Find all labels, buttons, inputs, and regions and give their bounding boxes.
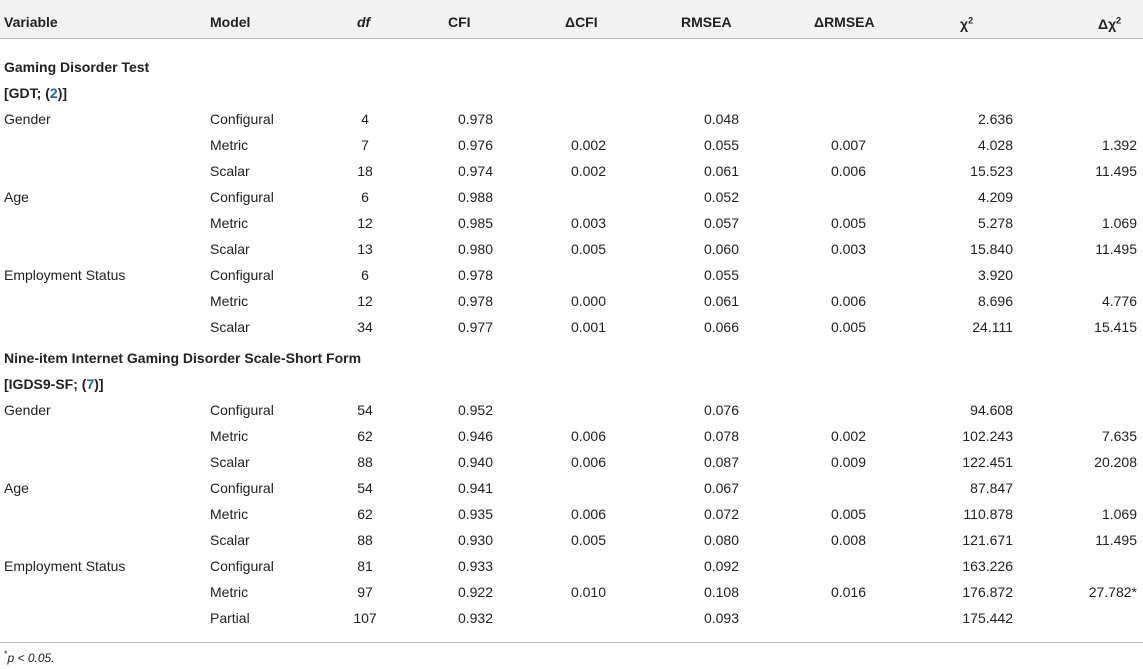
cell-rmsea: 0.076 xyxy=(703,402,739,418)
cell-cfi: 0.985 xyxy=(457,215,493,231)
cell-drmsea: 0.005 xyxy=(830,215,866,231)
cell-df: 12 xyxy=(357,215,373,231)
cell-rmsea: 0.080 xyxy=(703,532,739,548)
table-row xyxy=(0,453,1143,479)
cell-df: 54 xyxy=(357,402,373,418)
cell-variable: Gender xyxy=(4,111,51,127)
cell-df: 62 xyxy=(357,428,373,444)
cell-dcfi: 0.006 xyxy=(570,454,606,470)
cell-cfi: 0.978 xyxy=(457,111,493,127)
cell-chi: 102.243 xyxy=(962,428,1013,444)
header-model: Model xyxy=(210,14,251,30)
table-row xyxy=(0,292,1143,318)
header-df: df xyxy=(357,14,371,30)
cell-dcfi: 0.005 xyxy=(570,532,606,548)
cell-model: Partial xyxy=(210,610,250,626)
cell-drmsea: 0.007 xyxy=(830,137,866,153)
cell-rmsea: 0.061 xyxy=(703,163,739,179)
table-row xyxy=(0,505,1143,531)
cell-cfi: 0.976 xyxy=(457,137,493,153)
cell-dchi: 1.392 xyxy=(1101,137,1137,153)
cell-model: Scalar xyxy=(210,532,250,548)
cell-model: Configural xyxy=(210,267,274,283)
cell-model: Configural xyxy=(210,558,274,574)
cell-drmsea: 0.003 xyxy=(830,241,866,257)
table-row xyxy=(0,136,1143,162)
cell-cfi: 0.933 xyxy=(457,558,493,574)
cell-rmsea: 0.092 xyxy=(703,558,739,574)
cell-cfi: 0.977 xyxy=(457,319,493,335)
cell-dchi: 20.208 xyxy=(1094,454,1137,470)
cell-df: 7 xyxy=(361,137,369,153)
cell-dchi: 1.069 xyxy=(1101,506,1137,522)
table-header xyxy=(0,0,1143,39)
section-gdt-abbrev: [GDT; (2)] xyxy=(4,85,68,101)
cell-drmsea: 0.008 xyxy=(830,532,866,548)
cell-drmsea: 0.009 xyxy=(830,454,866,470)
header-delta-chi-square: $\Delta\chi^2$ xyxy=(1098,15,1122,32)
cell-cfi: 0.922 xyxy=(457,584,493,600)
cell-cfi: 0.946 xyxy=(457,428,493,444)
cell-cfi: 0.988 xyxy=(457,189,493,205)
cell-cfi: 0.980 xyxy=(457,241,493,257)
cell-variable: Age xyxy=(4,189,29,205)
table-row xyxy=(0,557,1143,583)
cell-model: Configural xyxy=(210,111,274,127)
cell-df: 6 xyxy=(361,267,369,283)
cell-drmsea: 0.005 xyxy=(830,319,866,335)
table-row xyxy=(0,479,1143,505)
cell-chi: 15.523 xyxy=(970,163,1013,179)
cell-dchi: 11.495 xyxy=(1095,241,1137,257)
cell-dcfi: 0.002 xyxy=(570,137,606,153)
cell-variable: Employment Status xyxy=(4,267,126,283)
cell-dchi: 11.495 xyxy=(1095,532,1137,548)
table-bottom-rule xyxy=(0,642,1143,643)
cell-variable: Gender xyxy=(4,402,51,418)
cell-df: 88 xyxy=(357,532,373,548)
cell-cfi: 0.930 xyxy=(457,532,493,548)
cell-rmsea: 0.078 xyxy=(703,428,739,444)
table-row xyxy=(0,110,1143,136)
table-row xyxy=(0,188,1143,214)
table-footnote: *p < 0.05. xyxy=(4,649,55,665)
cell-dcfi: 0.003 xyxy=(570,215,606,231)
cell-rmsea: 0.061 xyxy=(703,293,739,309)
cell-chi: 3.920 xyxy=(977,267,1013,283)
cell-df: 34 xyxy=(357,319,373,335)
cell-model: Configural xyxy=(210,402,274,418)
cell-chi: 110.878 xyxy=(963,506,1013,522)
cell-chi: 175.442 xyxy=(962,610,1013,626)
cell-dcfi: 0.002 xyxy=(570,163,606,179)
cell-dcfi: 0.005 xyxy=(570,241,606,257)
cell-rmsea: 0.067 xyxy=(703,480,739,496)
cell-dchi: 4.776 xyxy=(1101,293,1137,309)
cell-cfi: 0.932 xyxy=(457,610,493,626)
cell-df: 81 xyxy=(357,558,373,574)
cell-df: 13 xyxy=(357,241,373,257)
cell-cfi: 0.940 xyxy=(457,454,493,470)
cell-model: Scalar xyxy=(210,454,250,470)
cell-df: 4 xyxy=(361,111,369,127)
section-igds-title: Nine-item Internet Gaming Disorder Scale-Short Form xyxy=(4,350,362,366)
cell-drmsea: 0.016 xyxy=(830,584,866,600)
cell-cfi: 0.941 xyxy=(457,480,493,496)
cell-model: Scalar xyxy=(210,319,250,335)
cell-model: Scalar xyxy=(210,163,250,179)
cell-chi: 5.278 xyxy=(977,215,1013,231)
cell-chi: 15.840 xyxy=(970,241,1013,257)
table-row xyxy=(0,427,1143,453)
cell-model: Configural xyxy=(210,480,274,496)
cell-chi: 8.696 xyxy=(977,293,1013,309)
cell-chi: 176.872 xyxy=(962,584,1013,600)
table-row xyxy=(0,318,1143,344)
cell-rmsea: 0.055 xyxy=(703,137,739,153)
table-row xyxy=(0,214,1143,240)
table-row xyxy=(0,401,1143,427)
cell-df: 54 xyxy=(357,480,373,496)
header-cfi: CFI xyxy=(448,14,471,30)
reference-link[interactable]: 2 xyxy=(49,85,58,101)
table-row xyxy=(0,531,1143,557)
cell-dchi: 11.495 xyxy=(1095,163,1137,179)
cell-chi: 121.671 xyxy=(962,532,1013,548)
cell-rmsea: 0.066 xyxy=(703,319,739,335)
cell-chi: 24.111 xyxy=(972,319,1013,335)
cell-df: 107 xyxy=(353,610,377,626)
header-delta-rmsea: ΔRMSEA xyxy=(814,14,875,30)
cell-rmsea: 0.093 xyxy=(703,610,739,626)
cell-cfi: 0.978 xyxy=(457,267,493,283)
cell-model: Metric xyxy=(210,137,249,153)
cell-rmsea: 0.087 xyxy=(703,454,739,470)
cell-dcfi: 0.006 xyxy=(570,506,606,522)
cell-df: 12 xyxy=(357,293,373,309)
header-delta-cfi: ΔCFI xyxy=(565,14,598,30)
cell-cfi: 0.974 xyxy=(457,163,493,179)
cell-dcfi: 0.001 xyxy=(570,319,606,335)
cell-cfi: 0.952 xyxy=(457,402,493,418)
cell-drmsea: 0.006 xyxy=(830,163,866,179)
table-row xyxy=(0,609,1143,635)
cell-dcfi: 0.006 xyxy=(570,428,606,444)
cell-df: 88 xyxy=(357,454,373,470)
cell-model: Metric xyxy=(210,215,249,231)
cell-dcfi: 0.010 xyxy=(570,584,606,600)
table-row xyxy=(0,266,1143,292)
table-row xyxy=(0,583,1143,609)
cell-rmsea: 0.108 xyxy=(703,584,739,600)
cell-dchi: 15.415 xyxy=(1094,319,1137,335)
cell-chi: 122.451 xyxy=(962,454,1013,470)
cell-dcfi: 0.000 xyxy=(570,293,606,309)
cell-model: Metric xyxy=(210,584,249,600)
cell-model: Scalar xyxy=(210,241,250,257)
reference-link[interactable]: 7 xyxy=(86,376,95,392)
header-variable: Variable xyxy=(4,14,58,30)
table-row xyxy=(0,240,1143,266)
cell-model: Metric xyxy=(210,293,249,309)
cell-variable: Age xyxy=(4,480,29,496)
cell-chi: 2.636 xyxy=(977,111,1013,127)
cell-model: Configural xyxy=(210,189,274,205)
cell-df: 18 xyxy=(357,163,373,179)
cell-cfi: 0.935 xyxy=(457,506,493,522)
cell-drmsea: 0.006 xyxy=(830,293,866,309)
cell-chi: 94.608 xyxy=(970,402,1013,418)
cell-rmsea: 0.072 xyxy=(703,506,739,522)
cell-df: 62 xyxy=(357,506,373,522)
cell-df: 97 xyxy=(357,584,373,600)
cell-dchi: 1.069 xyxy=(1101,215,1137,231)
cell-rmsea: 0.048 xyxy=(703,111,739,127)
cell-chi: 4.209 xyxy=(977,189,1013,205)
cell-rmsea: 0.055 xyxy=(703,267,739,283)
cell-chi: 87.847 xyxy=(970,480,1013,496)
header-rmsea: RMSEA xyxy=(681,14,732,30)
cell-rmsea: 0.060 xyxy=(703,241,739,257)
cell-drmsea: 0.002 xyxy=(830,428,866,444)
section-igds-abbrev: [IGDS9-SF; (7)] xyxy=(4,376,104,392)
cell-variable: Employment Status xyxy=(4,558,126,574)
cell-drmsea: 0.005 xyxy=(830,506,866,522)
cell-chi: 4.028 xyxy=(977,137,1013,153)
cell-chi: 163.226 xyxy=(962,558,1013,574)
header-chi-square: $\chi^2$ xyxy=(960,15,974,32)
cell-rmsea: 0.057 xyxy=(703,215,739,231)
cell-dchi: 7.635 xyxy=(1101,428,1137,444)
cell-cfi: 0.978 xyxy=(457,293,493,309)
cell-rmsea: 0.052 xyxy=(703,189,739,205)
cell-df: 6 xyxy=(361,189,369,205)
cell-model: Metric xyxy=(210,428,249,444)
section-gdt-title: Gaming Disorder Test xyxy=(4,59,150,75)
cell-model: Metric xyxy=(210,506,249,522)
table-row xyxy=(0,162,1143,188)
cell-dchi: 27.782* xyxy=(1088,584,1137,600)
